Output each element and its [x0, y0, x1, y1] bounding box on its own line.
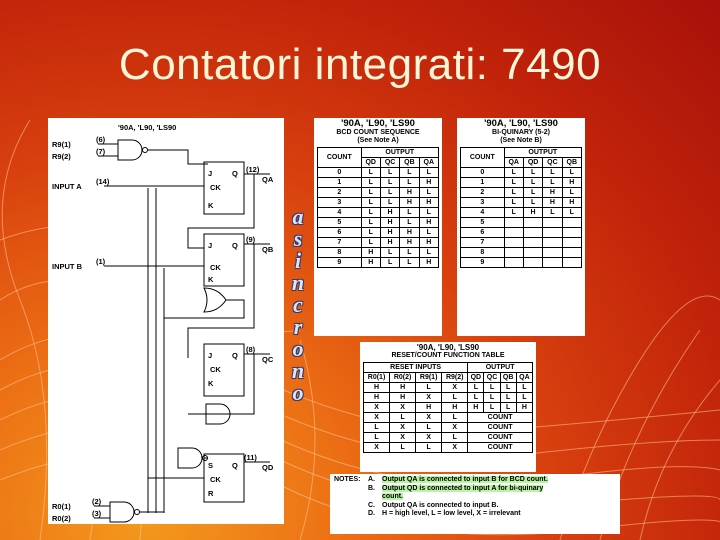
- note-key: D.: [368, 510, 375, 517]
- table-cell: L: [543, 208, 562, 218]
- table-row: [364, 423, 533, 433]
- table-cell: 1: [461, 178, 505, 188]
- pin-3-label: (3): [92, 509, 102, 518]
- column-header: QB: [500, 373, 516, 383]
- output-header: OUTPUT: [468, 363, 533, 373]
- table-row: [318, 218, 439, 228]
- column-header: QA: [419, 158, 438, 168]
- table-cell: [504, 258, 523, 268]
- table-cell: H: [419, 218, 438, 228]
- table-cell: H: [400, 198, 419, 208]
- vertical-letter: a: [292, 204, 304, 229]
- input-r01-label: R0(1): [52, 502, 71, 511]
- ff2-j-label: J: [208, 241, 213, 250]
- table-cell: 9: [461, 258, 505, 268]
- vertical-letter: s: [293, 226, 303, 251]
- table-row: [364, 433, 533, 443]
- table-row: [364, 443, 533, 453]
- column-header: QC: [484, 373, 500, 383]
- pin-12-label: (12): [246, 165, 260, 174]
- table-row: [364, 403, 533, 413]
- table-cell: L: [442, 413, 468, 423]
- table-cell: L: [390, 413, 416, 423]
- table-cell: L: [504, 208, 523, 218]
- table-cell: X: [442, 423, 468, 433]
- table-cell: H: [390, 393, 416, 403]
- input-a-label: INPUT A: [52, 182, 82, 191]
- biq-note-ref: (See Note B): [500, 137, 542, 144]
- table-cell: X: [442, 443, 468, 453]
- table-row: [318, 178, 439, 188]
- table-cell: L: [380, 168, 399, 178]
- table-cell: X: [390, 433, 416, 443]
- bcd-heading: '90A, 'L90, 'LS90: [341, 118, 415, 129]
- table-row: [461, 238, 582, 248]
- column-header: QD: [468, 373, 484, 383]
- count-header: COUNT: [318, 148, 362, 168]
- table-row: [364, 383, 533, 393]
- ff4-ck-label: CK: [210, 475, 221, 484]
- pin-9-label: (9): [246, 235, 256, 244]
- table-cell: H: [390, 383, 416, 393]
- table-cell: 4: [461, 208, 505, 218]
- reset-count-table: [363, 362, 533, 453]
- table-cell: [562, 228, 581, 238]
- table-cell: H: [419, 258, 438, 268]
- table-cell: L: [361, 178, 380, 188]
- table-row: [318, 208, 439, 218]
- table-cell: L: [400, 168, 419, 178]
- pin-8-label: (8): [246, 345, 256, 354]
- table-cell: H: [400, 238, 419, 248]
- table-row: [318, 258, 439, 268]
- pin-2-label: (2): [92, 497, 102, 506]
- table-cell: 6: [461, 228, 505, 238]
- table-row: [461, 258, 582, 268]
- table-cell: [562, 218, 581, 228]
- table-cell: [543, 248, 562, 258]
- slide-title: Contatori integrati: 7490: [118, 40, 602, 89]
- bi-quinary-table: [460, 147, 582, 268]
- table-cell: L: [390, 443, 416, 453]
- reset-count-panel: [360, 342, 536, 472]
- table-cell: X: [416, 413, 442, 423]
- table-row: [461, 178, 582, 188]
- table-cell: H: [364, 393, 390, 403]
- table-cell: L: [361, 208, 380, 218]
- table-cell: L: [419, 188, 438, 198]
- note-item: [334, 476, 616, 485]
- table-cell: H: [562, 178, 581, 188]
- table-cell: L: [380, 188, 399, 198]
- table-cell: L: [484, 383, 500, 393]
- table-cell: L: [523, 178, 542, 188]
- reset-inputs-header: RESET INPUTS: [364, 363, 468, 373]
- logic-diagram-panel: [48, 118, 284, 524]
- table-cell: L: [523, 188, 542, 198]
- vertical-letter: c: [293, 292, 303, 317]
- logic-diagram: [48, 118, 284, 524]
- bi-quinary-panel: [457, 118, 585, 336]
- ff2-q-label: Q: [232, 241, 238, 250]
- table-cell: X: [364, 443, 390, 453]
- table-cell: 0: [318, 168, 362, 178]
- table-cell: [543, 218, 562, 228]
- table-cell: [543, 238, 562, 248]
- ff3-q-label: Q: [232, 351, 238, 360]
- table-cell: L: [400, 248, 419, 258]
- table-cell: H: [400, 188, 419, 198]
- table-cell: [523, 218, 542, 228]
- table-cell: [523, 238, 542, 248]
- reset-heading: '90A, 'L90, 'LS90: [416, 343, 480, 352]
- table-cell: 3: [318, 198, 362, 208]
- table-cell: 0: [461, 168, 505, 178]
- column-header: QB: [562, 158, 581, 168]
- vertical-word-asincrono: [285, 206, 311, 404]
- table-cell: L: [380, 198, 399, 208]
- table-row: [318, 198, 439, 208]
- notes-panel: [330, 474, 620, 534]
- table-cell: L: [504, 168, 523, 178]
- table-row: [318, 238, 439, 248]
- notes-list: [330, 474, 620, 521]
- table-cell: L: [468, 393, 484, 403]
- output-qa-label: QA: [262, 175, 274, 184]
- column-header: R9(1): [416, 373, 442, 383]
- table-cell: [504, 238, 523, 248]
- table-row: [364, 413, 533, 423]
- table-row: [364, 393, 533, 403]
- column-header: R0(1): [364, 373, 390, 383]
- output-qb-label: QB: [262, 245, 274, 254]
- table-cell: L: [400, 208, 419, 218]
- table-cell: H: [419, 198, 438, 208]
- table-cell: L: [419, 208, 438, 218]
- table-cell: [562, 248, 581, 258]
- table-cell: COUNT: [468, 433, 533, 443]
- column-header: QD: [361, 158, 380, 168]
- column-header: R9(2): [442, 373, 468, 383]
- table-cell: 4: [318, 208, 362, 218]
- table-cell: COUNT: [468, 423, 533, 433]
- table-cell: H: [523, 208, 542, 218]
- table-cell: H: [562, 198, 581, 208]
- table-cell: [504, 218, 523, 228]
- table-cell: [523, 258, 542, 268]
- table-cell: 2: [318, 188, 362, 198]
- table-cell: H: [543, 198, 562, 208]
- table-cell: L: [543, 168, 562, 178]
- vertical-letter: n: [291, 270, 305, 295]
- note-text: H = high level, L = low level, X = irrelevant: [382, 510, 521, 517]
- table-cell: H: [400, 228, 419, 238]
- table-cell: COUNT: [468, 443, 533, 453]
- table-cell: L: [523, 198, 542, 208]
- table-cell: H: [380, 218, 399, 228]
- table-cell: X: [416, 393, 442, 403]
- column-header: QB: [400, 158, 419, 168]
- column-header: QA: [504, 158, 523, 168]
- column-header: QA: [516, 373, 532, 383]
- ff4-q-label: Q: [232, 461, 238, 470]
- table-cell: L: [416, 443, 442, 453]
- table-header-row: [461, 148, 582, 158]
- note-text: Output QA is connected to input B.: [382, 501, 499, 509]
- table-row: [461, 188, 582, 198]
- table-row: [461, 228, 582, 238]
- output-qc-label: QC: [262, 355, 274, 364]
- table-cell: L: [484, 403, 500, 413]
- pin-11-label: (11): [244, 453, 257, 462]
- vertical-letter: o: [292, 380, 304, 405]
- table-cell: L: [523, 168, 542, 178]
- output-qd-label: QD: [262, 463, 274, 472]
- column-header: R0(2): [390, 373, 416, 383]
- note-text: Output QA is connected to input B for BCD count.: [382, 476, 548, 483]
- table-cell: L: [419, 228, 438, 238]
- table-cell: COUNT: [468, 413, 533, 423]
- table-row: [318, 168, 439, 178]
- reset-subtitle: RESET/COUNT FUNCTION TABLE: [391, 352, 505, 359]
- table-cell: L: [380, 178, 399, 188]
- table-cell: [562, 238, 581, 248]
- ff1-j-label: J: [208, 169, 213, 178]
- note-key: C.: [368, 501, 375, 509]
- table-cell: L: [364, 433, 390, 443]
- table-cell: L: [442, 433, 468, 443]
- table-cell: H: [419, 178, 438, 188]
- pin-6-label: (6): [96, 135, 106, 144]
- table-cell: L: [361, 168, 380, 178]
- ff4-r-label: R: [208, 489, 214, 498]
- note-text: count.: [382, 493, 403, 500]
- note-item: [334, 485, 616, 494]
- note-item: [334, 502, 616, 511]
- table-cell: L: [516, 393, 532, 403]
- table-row: [318, 228, 439, 238]
- pin-1-label: (1): [96, 257, 106, 266]
- vertical-letter: o: [292, 336, 304, 361]
- table-cell: X: [390, 423, 416, 433]
- table-cell: 9: [318, 258, 362, 268]
- table-cell: H: [361, 248, 380, 258]
- table-cell: X: [390, 403, 416, 413]
- table-cell: 7: [461, 238, 505, 248]
- note-key: A.: [368, 476, 375, 483]
- note-item: [334, 510, 616, 519]
- table-cell: L: [361, 228, 380, 238]
- table-cell: H: [516, 403, 532, 413]
- table-cell: L: [562, 208, 581, 218]
- ff1-q-label: Q: [232, 169, 238, 178]
- bcd-count-sequence-panel: [314, 118, 442, 336]
- table-cell: L: [500, 403, 516, 413]
- table-row: [461, 168, 582, 178]
- input-r92-label: R9(2): [52, 152, 71, 161]
- output-header: OUTPUT: [504, 148, 581, 158]
- bcd-table: [317, 147, 439, 268]
- note-text: Output QD is connected to input A for bi-quinary: [382, 484, 544, 492]
- pin-14-label: (14): [96, 177, 110, 186]
- table-cell: L: [419, 168, 438, 178]
- table-cell: [504, 228, 523, 238]
- ff3-k-label: K: [208, 379, 214, 388]
- bcd-note-ref: (See Note A): [357, 137, 399, 144]
- table-cell: X: [416, 433, 442, 443]
- column-header: QC: [543, 158, 562, 168]
- table-cell: X: [364, 413, 390, 423]
- table-cell: 8: [461, 248, 505, 258]
- column-header: QD: [523, 158, 542, 168]
- output-header: OUTPUT: [361, 148, 438, 158]
- vertical-letter: r: [293, 314, 303, 339]
- table-cell: X: [442, 383, 468, 393]
- table-cell: L: [543, 178, 562, 188]
- table-cell: L: [504, 188, 523, 198]
- table-cell: H: [364, 383, 390, 393]
- vertical-letter: n: [291, 358, 305, 383]
- table-row: [461, 198, 582, 208]
- note-key: B.: [368, 484, 375, 492]
- table-cell: L: [504, 198, 523, 208]
- table-cell: L: [416, 383, 442, 393]
- table-cell: H: [380, 208, 399, 218]
- biq-subtitle: BI-QUINARY (5-2): [492, 129, 550, 136]
- input-r02-label: R0(2): [52, 514, 71, 523]
- table-header-row: [318, 148, 439, 158]
- table-cell: H: [416, 403, 442, 413]
- table-cell: [543, 258, 562, 268]
- table-cell: X: [364, 403, 390, 413]
- table-row: [461, 218, 582, 228]
- note-item: [334, 493, 616, 502]
- table-cell: H: [380, 238, 399, 248]
- table-cell: L: [400, 178, 419, 188]
- table-cell: L: [416, 423, 442, 433]
- vertical-letter: i: [294, 248, 302, 273]
- table-cell: L: [500, 383, 516, 393]
- table-cell: 3: [461, 198, 505, 208]
- circuit-heading: '90A, 'L90, 'LS90: [118, 123, 177, 132]
- table-row: [318, 188, 439, 198]
- table-column-row: [364, 373, 533, 383]
- table-cell: H: [361, 258, 380, 268]
- ff3-ck-label: CK: [210, 365, 221, 374]
- table-header-row: [364, 363, 533, 373]
- table-cell: L: [364, 423, 390, 433]
- table-cell: [504, 248, 523, 258]
- table-cell: L: [516, 383, 532, 393]
- table-cell: L: [468, 383, 484, 393]
- table-cell: 1: [318, 178, 362, 188]
- table-cell: L: [442, 393, 468, 403]
- column-header: QC: [380, 158, 399, 168]
- count-header: COUNT: [461, 148, 505, 168]
- table-cell: L: [500, 393, 516, 403]
- notes-label: NOTES:: [334, 476, 361, 483]
- table-cell: H: [543, 188, 562, 198]
- table-row: [461, 248, 582, 258]
- table-cell: L: [380, 248, 399, 258]
- table-cell: [562, 258, 581, 268]
- table-row: [461, 208, 582, 218]
- table-cell: L: [419, 248, 438, 258]
- input-r91-label: R9(1): [52, 140, 71, 149]
- table-cell: L: [400, 258, 419, 268]
- ff4-s-label: S: [208, 461, 214, 470]
- bcd-subtitle: BCD COUNT SEQUENCE: [336, 129, 420, 136]
- table-cell: 6: [318, 228, 362, 238]
- biq-heading: '90A, 'L90, 'LS90: [484, 118, 558, 129]
- table-cell: [523, 228, 542, 238]
- pin-7-label: (7): [96, 147, 106, 156]
- table-cell: L: [484, 393, 500, 403]
- table-cell: H: [380, 228, 399, 238]
- table-cell: L: [562, 168, 581, 178]
- ff3-j-label: J: [208, 351, 213, 360]
- table-cell: [543, 228, 562, 238]
- table-cell: L: [361, 218, 380, 228]
- table-cell: 7: [318, 238, 362, 248]
- table-cell: H: [442, 403, 468, 413]
- table-cell: L: [504, 178, 523, 188]
- ff2-k-label: K: [208, 275, 214, 284]
- table-cell: 2: [461, 188, 505, 198]
- table-cell: L: [380, 258, 399, 268]
- table-cell: 5: [318, 218, 362, 228]
- table-cell: 5: [461, 218, 505, 228]
- table-cell: L: [562, 188, 581, 198]
- table-cell: 8: [318, 248, 362, 258]
- table-cell: H: [468, 403, 484, 413]
- table-cell: L: [400, 218, 419, 228]
- ff1-ck-label: CK: [210, 183, 221, 192]
- table-cell: L: [361, 188, 380, 198]
- table-cell: L: [361, 198, 380, 208]
- ff1-k-label: K: [208, 201, 214, 210]
- input-b-label: INPUT B: [52, 262, 82, 271]
- table-cell: L: [361, 238, 380, 248]
- table-cell: [523, 248, 542, 258]
- table-cell: H: [419, 238, 438, 248]
- ff2-ck-label: CK: [210, 263, 221, 272]
- table-row: [318, 248, 439, 258]
